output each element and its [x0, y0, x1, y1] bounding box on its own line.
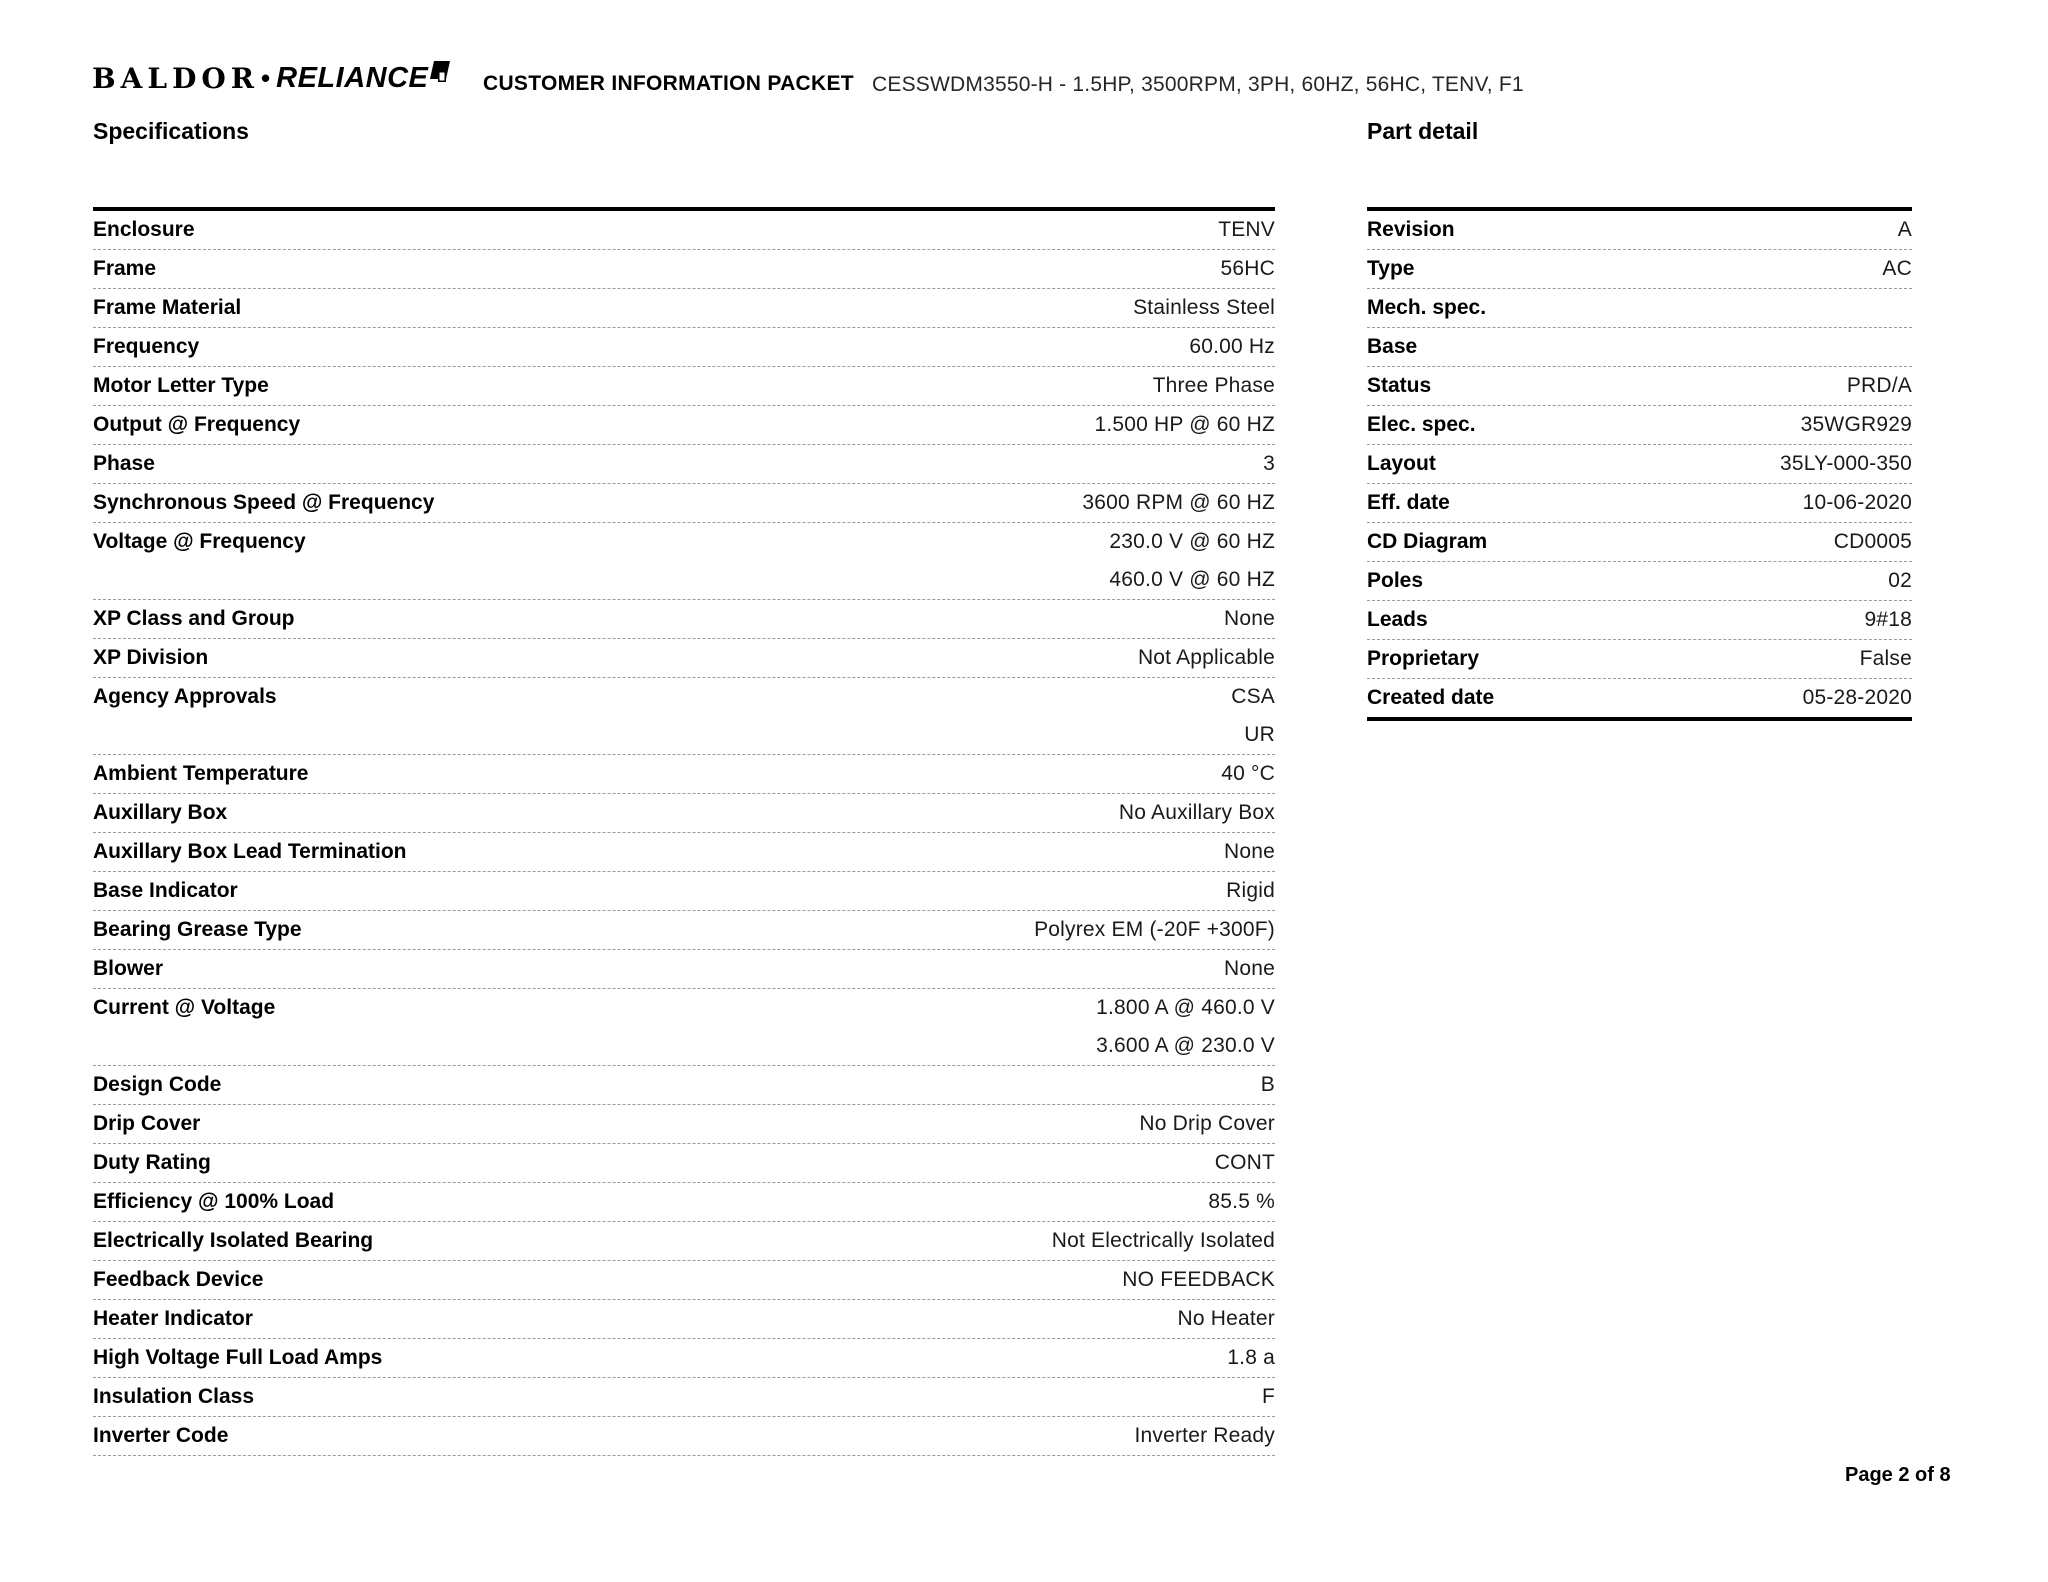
- table-row: [93, 1417, 1275, 1456]
- row-value: 10-06-2020: [1802, 491, 1912, 514]
- table-row: [93, 1300, 1275, 1339]
- row-value: 230.0 V @ 60 HZ: [1109, 530, 1275, 553]
- row-value: PRD/A: [1846, 374, 1912, 397]
- row-label: Insulation Class: [93, 1385, 255, 1408]
- row-label: Output @ Frequency: [93, 413, 301, 436]
- row-label: Revision: [1367, 218, 1455, 241]
- row-label: Blower: [93, 957, 164, 980]
- row-values: [238, 872, 1275, 910]
- table-row: [1367, 523, 1912, 562]
- row-value: 3: [1263, 452, 1275, 475]
- row-label: Poles: [1367, 569, 1424, 592]
- logo-reliance-text: RELIANCE: [276, 62, 429, 94]
- row-label: Frame: [93, 257, 157, 280]
- row-value: 9#18: [1864, 608, 1912, 631]
- row-values: [253, 1300, 1275, 1338]
- table-row: [93, 1261, 1275, 1300]
- row-values: [1423, 562, 1912, 600]
- row-value: Stainless Steel: [1133, 296, 1275, 319]
- row-value: 1.800 A @ 460.0 V: [1096, 996, 1275, 1019]
- row-values: [199, 328, 1275, 366]
- table-row: [1367, 562, 1912, 601]
- row-label: Status: [1367, 374, 1432, 397]
- table-row: [93, 911, 1275, 950]
- row-label: Created date: [1367, 686, 1495, 709]
- row-value: 40 °C: [1221, 762, 1275, 785]
- row-values: [241, 289, 1275, 327]
- row-values: [1414, 250, 1912, 288]
- table-row: [93, 406, 1275, 445]
- table-row: [93, 1066, 1275, 1105]
- row-label: Layout: [1367, 452, 1436, 475]
- row-value: No Heater: [1177, 1307, 1275, 1330]
- row-value: None: [1223, 840, 1275, 863]
- row-values: [227, 794, 1275, 832]
- row-label: CD Diagram: [1367, 530, 1488, 553]
- row-values: [221, 1066, 1275, 1104]
- row-value: UR: [1244, 723, 1275, 746]
- page-number: Page 2 of 8: [1845, 1464, 1951, 1486]
- row-values: [407, 833, 1275, 871]
- row-value: NO FEEDBACK: [1122, 1268, 1275, 1291]
- row-value: CD0005: [1833, 530, 1912, 553]
- table-row: [93, 950, 1275, 989]
- table-row: [93, 250, 1275, 289]
- row-values: [1486, 289, 1912, 327]
- row-label: Agency Approvals: [93, 685, 277, 708]
- row-values: [1494, 679, 1912, 717]
- row-values: [1417, 328, 1912, 366]
- table-row: [93, 1378, 1275, 1417]
- row-values: [1476, 406, 1912, 444]
- row-values: [200, 1105, 1275, 1143]
- row-values: [1487, 523, 1912, 561]
- row-label: Elec. spec.: [1367, 413, 1476, 436]
- row-value: 3.600 A @ 230.0 V: [1096, 1034, 1275, 1057]
- row-label: High Voltage Full Load Amps: [93, 1346, 383, 1369]
- table-row: [93, 1222, 1275, 1261]
- row-value: Polyrex EM (-20F +300F): [1034, 918, 1275, 941]
- table-row: [93, 523, 1275, 600]
- row-values: [1428, 601, 1912, 639]
- table-row: [1367, 601, 1912, 640]
- table-row: [1367, 640, 1912, 679]
- row-value: 1.500 HP @ 60 HZ: [1094, 413, 1275, 436]
- row-values: [275, 989, 1275, 1065]
- part-detail-heading: Part detail: [1367, 118, 1479, 144]
- row-label: Bearing Grease Type: [93, 918, 302, 941]
- row-value: Not Electrically Isolated: [1051, 1229, 1275, 1252]
- row-values: [295, 600, 1276, 638]
- specifications-section: [93, 118, 1275, 1456]
- row-values: [163, 950, 1275, 988]
- row-values: [334, 1183, 1275, 1221]
- row-values: [1479, 640, 1912, 678]
- row-label: Current @ Voltage: [93, 996, 276, 1019]
- row-value: No Auxillary Box: [1118, 801, 1275, 824]
- row-values: [156, 250, 1275, 288]
- row-label: Ambient Temperature: [93, 762, 309, 785]
- table-row: [93, 1339, 1275, 1378]
- row-label: Feedback Device: [93, 1268, 264, 1291]
- table-row: [1367, 406, 1912, 445]
- row-values: [1431, 367, 1912, 405]
- document-title: CUSTOMER INFORMATION PACKET: [483, 72, 854, 95]
- row-values: [254, 1378, 1275, 1416]
- row-values: [382, 1339, 1275, 1377]
- row-value: 35LY-000-350: [1779, 452, 1912, 475]
- part-number-title: CESSWDM3550-H - 1.5HP, 3500RPM, 3PH, 60HZ, 56HC, TENV, F1: [872, 73, 1524, 96]
- table-row: [1367, 445, 1912, 484]
- row-value: No Drip Cover: [1139, 1112, 1275, 1135]
- table-row: [93, 872, 1275, 911]
- row-value: Rigid: [1226, 879, 1275, 902]
- table-row: [93, 755, 1275, 794]
- table-row: [93, 794, 1275, 833]
- row-label: Inverter Code: [93, 1424, 229, 1447]
- table-row: [93, 328, 1275, 367]
- row-values: [1450, 484, 1912, 522]
- table-row: [1367, 289, 1912, 328]
- logo-baldor-text: BALDOR: [92, 62, 260, 95]
- row-value: Not Applicable: [1137, 646, 1275, 669]
- row-values: [1455, 211, 1912, 249]
- table-row: [93, 1105, 1275, 1144]
- row-value: [1486, 289, 1912, 327]
- row-label: Phase: [93, 452, 155, 475]
- table-row: [93, 445, 1275, 484]
- reliance-trademark-icon: [430, 59, 450, 90]
- row-value: 02: [1888, 569, 1912, 592]
- row-label: Auxillary Box: [93, 801, 228, 824]
- row-values: [302, 911, 1275, 949]
- row-values: [1436, 445, 1912, 483]
- row-label: Heater Indicator: [93, 1307, 253, 1330]
- row-label: Type: [1367, 257, 1415, 280]
- specifications-heading: Specifications: [93, 118, 249, 144]
- row-value: 35WGR929: [1800, 413, 1912, 436]
- row-value: 85.5 %: [1208, 1190, 1275, 1213]
- row-values: [277, 678, 1275, 754]
- row-values: [195, 211, 1275, 249]
- row-label: Design Code: [93, 1073, 222, 1096]
- row-values: [306, 523, 1275, 599]
- row-value: CONT: [1214, 1151, 1275, 1174]
- table-row: [1367, 328, 1912, 367]
- table-row: [93, 1183, 1275, 1222]
- row-value: 60.00 Hz: [1189, 335, 1275, 358]
- row-value: F: [1261, 1385, 1275, 1408]
- row-value: CSA: [1231, 685, 1275, 708]
- row-value: 460.0 V @ 60 HZ: [1109, 568, 1275, 591]
- row-values: [269, 367, 1275, 405]
- row-value: None: [1223, 607, 1275, 630]
- table-row: [93, 833, 1275, 872]
- row-value: Three Phase: [1152, 374, 1275, 397]
- row-value: [1417, 328, 1912, 366]
- row-label: XP Class and Group: [93, 607, 295, 630]
- part-detail-table: [1367, 207, 1912, 721]
- row-value: AC: [1882, 257, 1912, 280]
- table-row: [93, 289, 1275, 328]
- row-label: Auxillary Box Lead Termination: [93, 840, 407, 863]
- table-row: [93, 484, 1275, 523]
- row-value: Inverter Ready: [1134, 1424, 1275, 1447]
- row-label: Proprietary: [1367, 647, 1480, 670]
- table-row: [1367, 211, 1912, 250]
- row-label: XP Division: [93, 646, 209, 669]
- table-row: [1367, 250, 1912, 289]
- row-value: 3600 RPM @ 60 HZ: [1082, 491, 1275, 514]
- row-value: 1.8 a: [1227, 1346, 1275, 1369]
- row-label: Eff. date: [1367, 491, 1450, 514]
- table-row: [93, 678, 1275, 755]
- table-row: [93, 211, 1275, 250]
- row-label: Motor Letter Type: [93, 374, 269, 397]
- table-row: [93, 989, 1275, 1066]
- row-label: Duty Rating: [93, 1151, 211, 1174]
- row-label: Frequency: [93, 335, 200, 358]
- row-value: A: [1897, 218, 1912, 241]
- table-row: [1367, 367, 1912, 406]
- row-value: None: [1223, 957, 1275, 980]
- row-label: Electrically Isolated Bearing: [93, 1229, 374, 1252]
- logo-dot-separator: •: [261, 63, 271, 93]
- row-values: [208, 639, 1275, 677]
- row-values: [263, 1261, 1275, 1299]
- table-row: [93, 600, 1275, 639]
- row-value: 05-28-2020: [1802, 686, 1912, 709]
- row-values: [211, 1144, 1275, 1182]
- row-values: [228, 1417, 1275, 1455]
- table-row: [1367, 679, 1912, 717]
- row-label: Leads: [1367, 608, 1428, 631]
- row-label: Frame Material: [93, 296, 242, 319]
- row-label: Base: [1367, 335, 1418, 358]
- row-label: Efficiency @ 100% Load: [93, 1190, 335, 1213]
- row-label: Mech. spec.: [1367, 296, 1487, 319]
- row-label: Synchronous Speed @ Frequency: [93, 491, 435, 514]
- row-label: Base Indicator: [93, 879, 238, 902]
- row-values: [373, 1222, 1275, 1260]
- row-label: Enclosure: [93, 218, 195, 241]
- table-row: [93, 1144, 1275, 1183]
- specifications-table: [93, 207, 1275, 1456]
- row-value: B: [1260, 1073, 1275, 1096]
- row-values: [309, 755, 1276, 793]
- row-values: [155, 445, 1275, 483]
- table-row: [1367, 484, 1912, 523]
- row-value: TENV: [1218, 218, 1275, 241]
- part-detail-section: [1367, 118, 1912, 721]
- baldor-reliance-logo: [92, 62, 450, 95]
- row-label: Drip Cover: [93, 1112, 201, 1135]
- row-label: Voltage @ Frequency: [93, 530, 306, 553]
- row-values: [300, 406, 1275, 444]
- row-value: 56HC: [1220, 257, 1275, 280]
- row-values: [434, 484, 1275, 522]
- table-row: [93, 639, 1275, 678]
- row-value: False: [1859, 647, 1912, 670]
- table-row: [93, 367, 1275, 406]
